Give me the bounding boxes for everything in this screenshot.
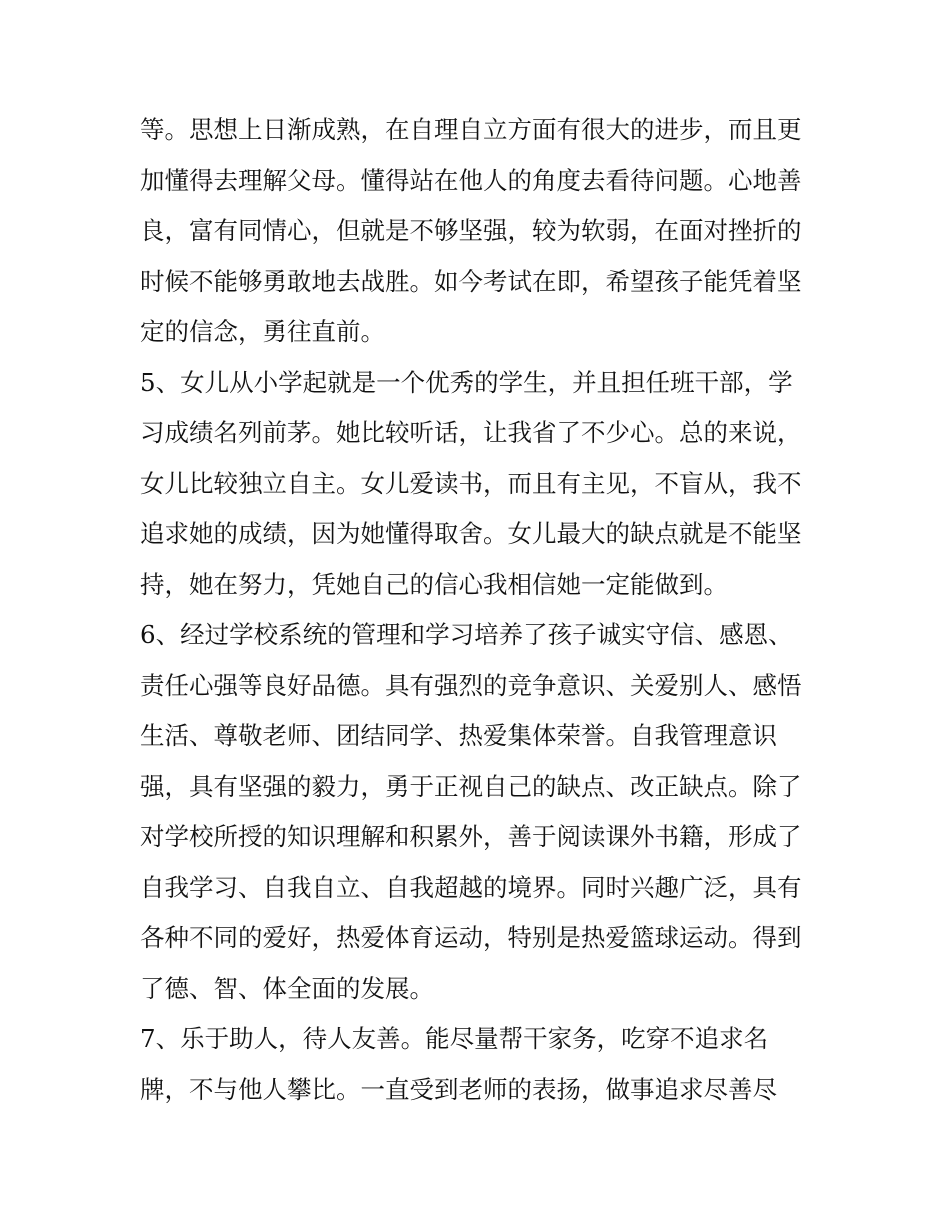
text-line: 生活、尊敬老师、团结同学、热爱集体荣誉。自我管理意识 (140, 721, 777, 750)
text-line: 持，她在努力，凭她自己的信心我相信她一定能做到。 (140, 570, 728, 599)
text-line: 各种不同的爱好，热爱体育运动，特别是热爱篮球运动。得到 (140, 923, 802, 952)
text-line: 对学校所授的知识理解和积累外，善于阅读课外书籍，形成了 (140, 822, 802, 851)
text-line: 7、乐于助人，待人友善。能尽量帮干家务，吃穿不追求名 (140, 1024, 769, 1053)
text-line: 等。思想上日渐成熟，在自理自立方面有很大的进步，而且更 (140, 115, 802, 144)
text-line: 定的信念，勇往直前。 (140, 317, 385, 346)
text-line: 加懂得去理解父母。懂得站在他人的角度去看待问题。心地善 (140, 166, 802, 195)
text-line: 时候不能够勇敢地去战胜。如今考试在即，希望孩子能凭着坚 (140, 267, 802, 296)
text-line: 6、经过学校系统的管理和学习培养了孩子诚实守信、感恩、 (140, 620, 793, 649)
text-line: 5、女儿从小学起就是一个优秀的学生，并且担任班干部，学 (140, 368, 793, 397)
text-line: 了德、智、体全面的发展。 (140, 974, 434, 1003)
text-line: 女儿比较独立自主。女儿爱读书，而且有主见，不盲从，我不 (140, 469, 802, 498)
text-line: 责任心强等良好品德。具有强烈的竞争意识、关爱别人、感悟 (140, 671, 802, 700)
text-line: 习成绩名列前茅。她比较听话，让我省了不少心。总的来说， (140, 418, 802, 447)
text-line: 良，富有同情心，但就是不够坚强，较为软弱，在面对挫折的 (140, 216, 802, 245)
text-line: 牌，不与他人攀比。一直受到老师的表扬，做事追求尽善尽 (140, 1075, 777, 1104)
text-line: 自我学习、自我自立、自我超越的境界。同时兴趣广泛，具有 (140, 873, 802, 902)
text-line: 追求她的成绩，因为她懂得取舍。女儿最大的缺点就是不能坚 (140, 519, 802, 548)
text-line: 强，具有坚强的毅力，勇于正视自己的缺点、改正缺点。除了 (140, 772, 802, 801)
